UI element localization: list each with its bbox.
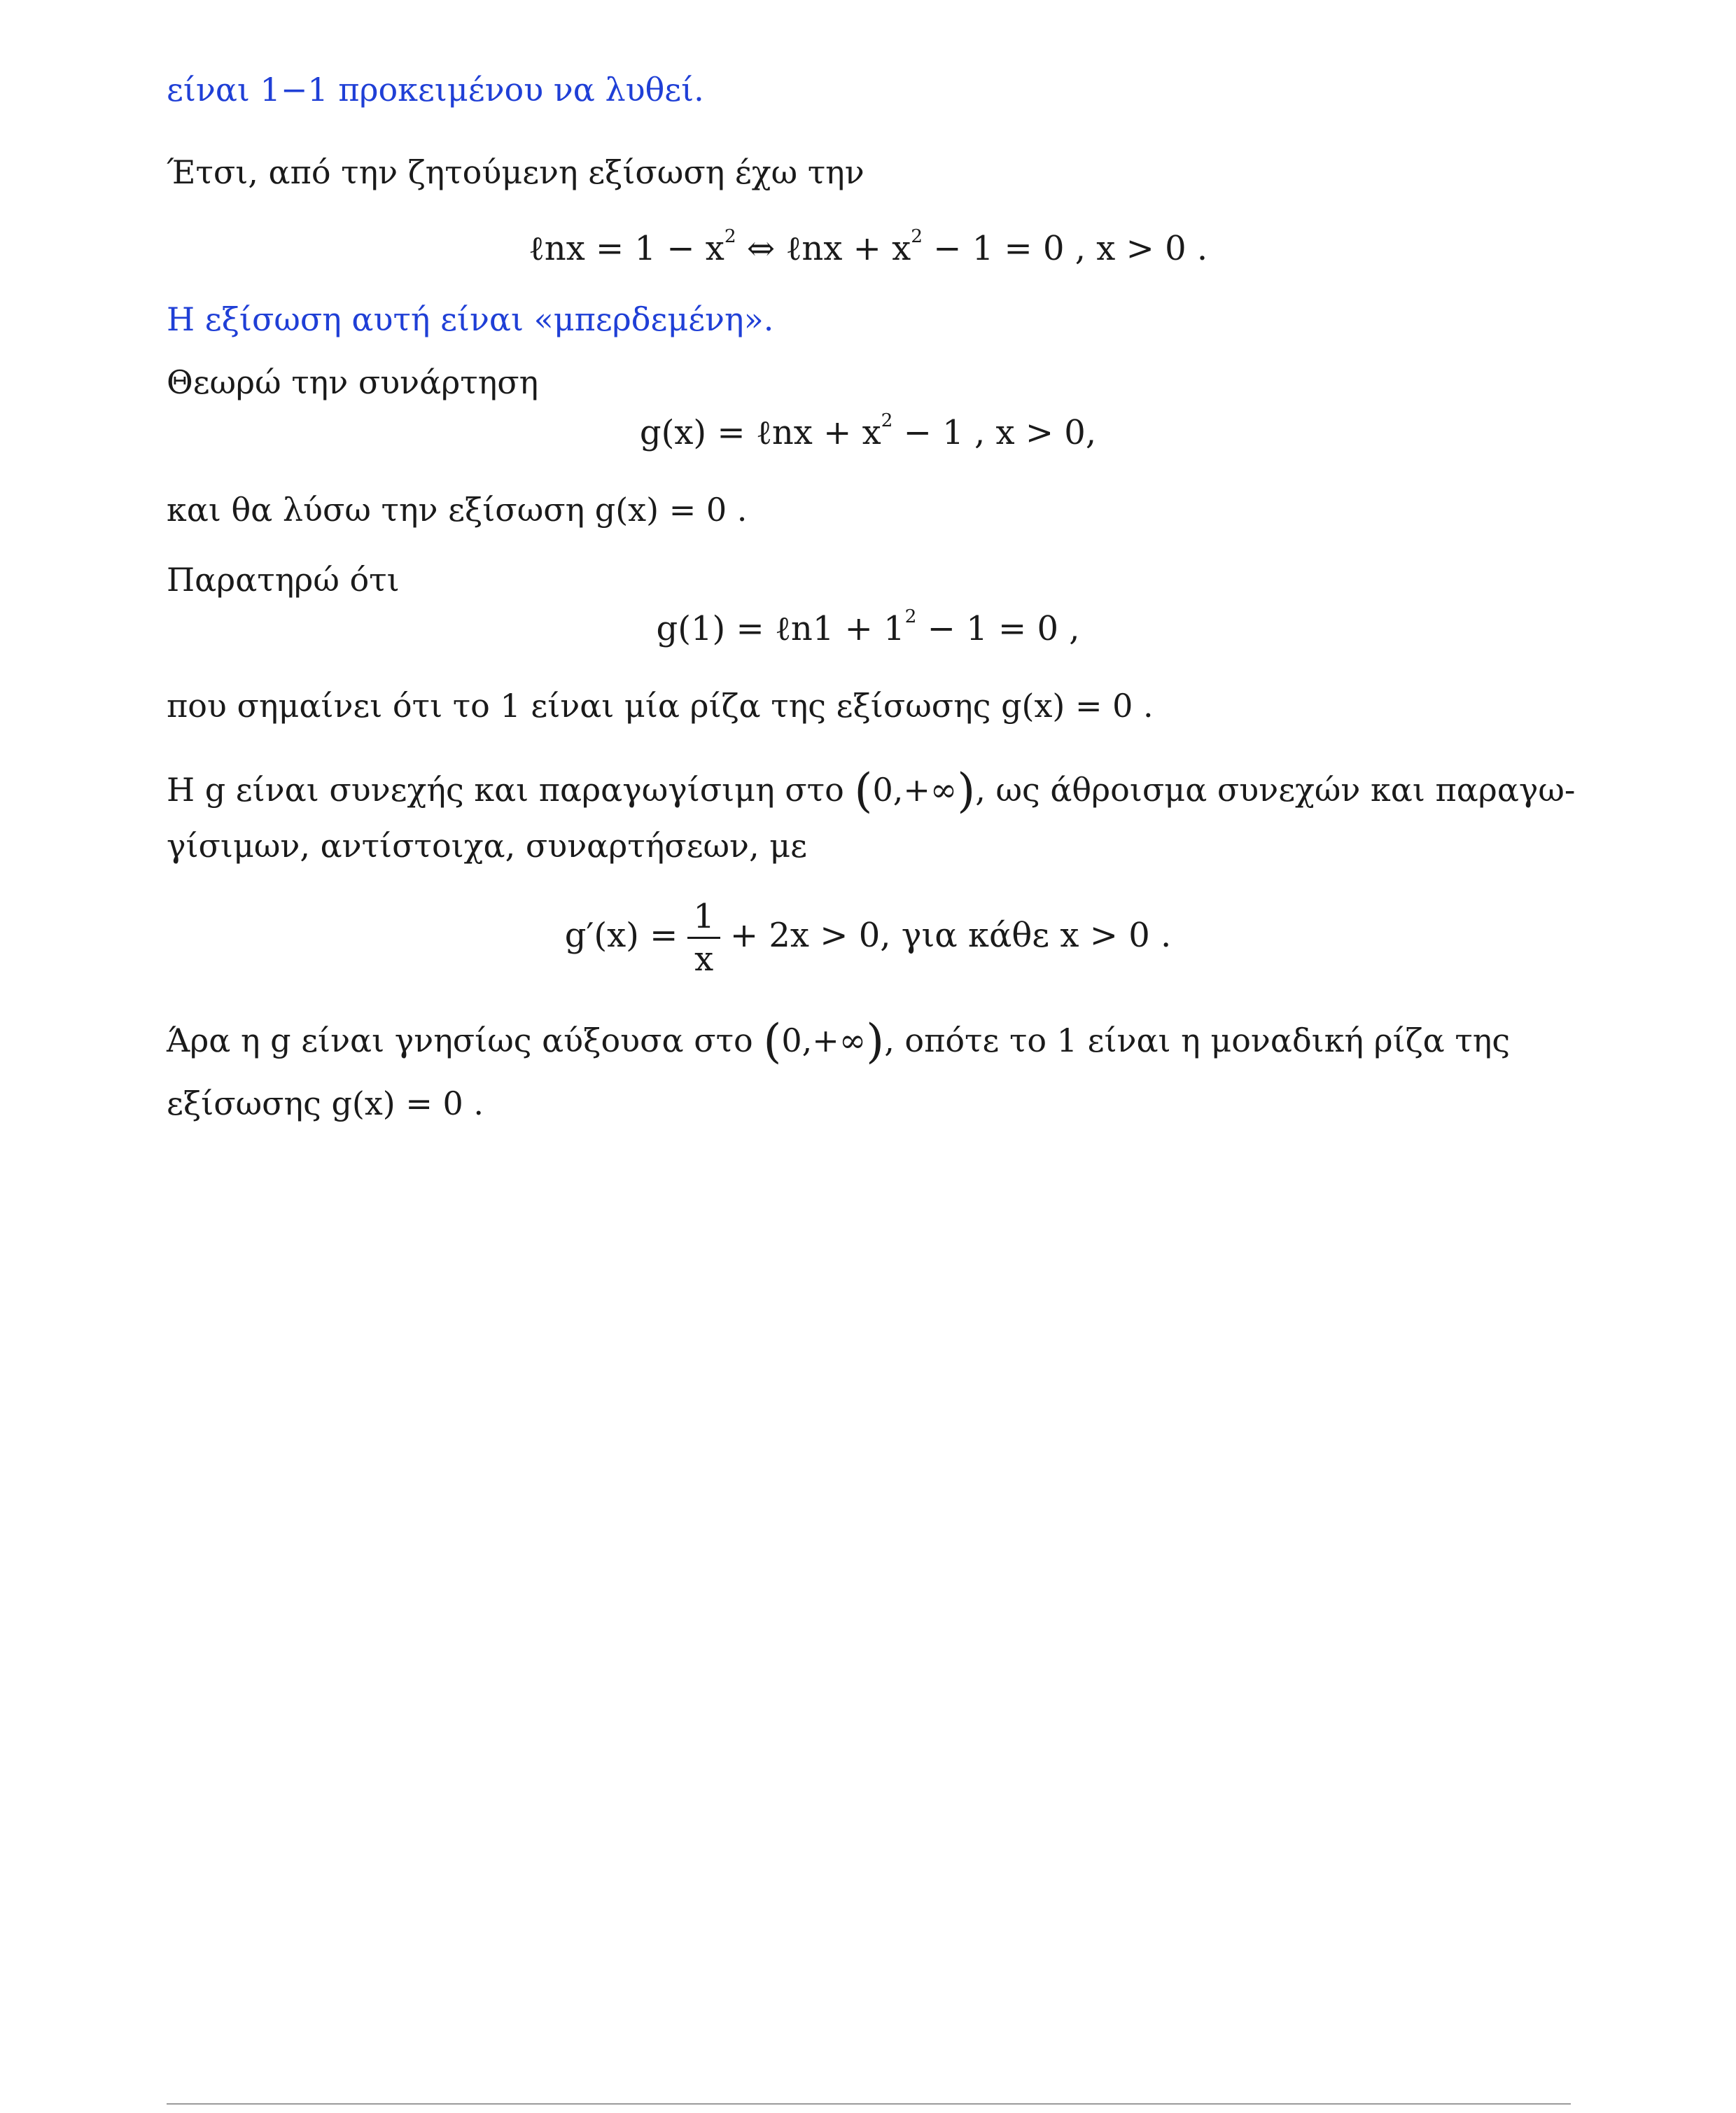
equation-4-lhs: g′(x) = — [564, 916, 678, 955]
text-line-11: εξίσωσης g(x) = 0 . — [167, 1085, 484, 1122]
equation-3-part-a: g(1) = ℓn1 + 1 — [656, 609, 905, 648]
interval-open-paren: ( — [854, 763, 873, 818]
equation-3-part-b: − 1 = 0 , — [916, 609, 1080, 648]
text-line-2: Έτσι, από την ζητούμενη εξίσωση έχω την — [167, 153, 864, 191]
interval-text: 0,+∞ — [872, 771, 958, 809]
text-line-7: που σημαίνει ότι το 1 είναι μία ρίζα της εξίσωσης g(x) = 0 . — [167, 687, 1154, 725]
text-line-3: Η εξίσωση αυτή είναι «μπερδεμένη». — [167, 300, 774, 338]
interval-close-paren-2: ) — [866, 1014, 885, 1068]
text-line-8-part-b: , ως άθροισμα συνεχών και παραγω- — [975, 771, 1576, 809]
equation-3 — [0, 605, 1736, 650]
text-line-9: γίσιμων, αντίστοιχα, συναρτήσεων, με — [167, 827, 807, 865]
equation-2-part-b: − 1 , x > 0, — [892, 413, 1097, 452]
interval-open-paren-2: ( — [763, 1014, 782, 1068]
text-line-1: είναι 1−1 προκειμένου να λυθεί. — [167, 71, 704, 109]
fraction — [687, 896, 720, 979]
fraction-numerator: 1 — [687, 896, 720, 939]
equation-1-exponent-1: 2 — [724, 225, 736, 247]
equation-1-part-a: ℓnx = 1 − x — [528, 229, 724, 268]
equation-1 — [0, 225, 1736, 270]
interval-close-paren: ) — [957, 763, 976, 818]
text-line-5: και θα λύσω την εξίσωση g(x) = 0 . — [167, 491, 748, 529]
fraction-denominator: x — [694, 940, 714, 979]
text-line-8 — [167, 763, 1576, 818]
footer-rule — [167, 2103, 1571, 2105]
text-line-10-part-a: Άρα η g είναι γνησίως αύξουσα στο — [167, 1021, 764, 1059]
equation-1-part-c: − 1 = 0 , x > 0 . — [922, 229, 1208, 268]
text-line-4: Θεωρώ την συνάρτηση — [167, 363, 539, 401]
text-line-6: Παρατηρώ ότι — [167, 561, 400, 599]
equation-2-part-a: g(x) = ℓnx + x — [639, 413, 881, 452]
equation-1-part-b: ⇔ ℓnx + x — [736, 229, 911, 268]
text-line-10 — [167, 1014, 1511, 1068]
equation-4 — [0, 896, 1736, 979]
equation-1-exponent-2: 2 — [911, 225, 923, 247]
text-line-8-part-a: Η g είναι συνεχής και παραγωγίσιμη στο — [167, 771, 855, 809]
interval-text-2: 0,+∞ — [781, 1021, 867, 1059]
equation-2 — [0, 409, 1736, 454]
text-line-10-part-b: , οπότε το 1 είναι η μοναδική ρίζα της — [884, 1021, 1511, 1059]
equation-2-exponent: 2 — [881, 409, 893, 431]
equation-3-exponent: 2 — [904, 605, 917, 627]
equation-4-rhs: + 2x > 0, για κάθε x > 0 . — [729, 916, 1172, 955]
